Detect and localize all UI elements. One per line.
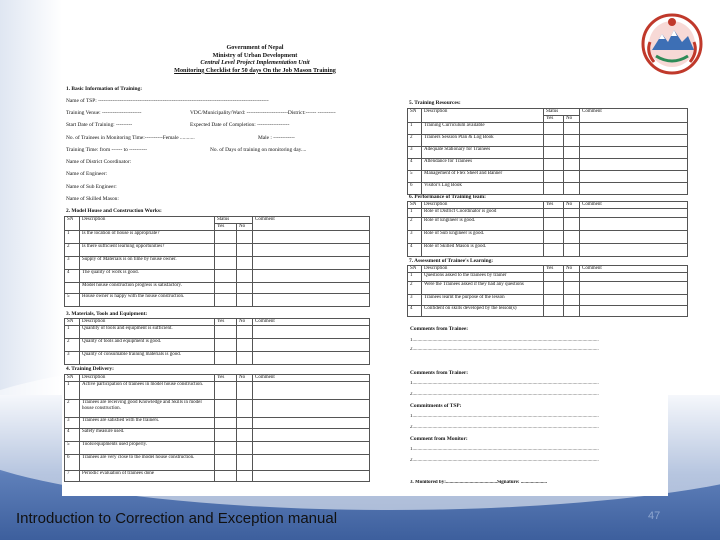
row-sn: 1 xyxy=(65,231,80,244)
no-cell xyxy=(237,471,253,482)
row-desc: Trainees are very close to the model house construction. xyxy=(80,455,215,471)
trainee-comment-line-2: 2..................................................................................................................................................... xyxy=(410,347,599,352)
table-row xyxy=(408,147,688,159)
table-row xyxy=(408,282,688,295)
col-description: Description xyxy=(80,319,215,326)
tsp-commitments-label: Commitments of TSP: xyxy=(410,403,462,409)
row-sn: 4 xyxy=(408,306,422,317)
col-description: Description xyxy=(422,202,544,209)
col-sn: SN xyxy=(65,217,80,231)
col-description: Description xyxy=(422,109,544,123)
table-header-row xyxy=(408,109,688,116)
comment-cell xyxy=(253,400,370,418)
yes-cell xyxy=(215,400,237,418)
yes-cell xyxy=(215,352,237,365)
row-sn: 1 xyxy=(408,273,422,282)
no-cell xyxy=(237,429,253,442)
table-row xyxy=(408,123,688,135)
row-desc: Were the Trainees asked if they had any questions xyxy=(422,282,544,295)
section-1-heading: 1. Basic Information of Training: xyxy=(66,86,143,92)
yes-cell xyxy=(544,147,564,159)
row-desc: Role of Engineer is good. xyxy=(422,218,544,231)
col-no: No xyxy=(237,224,253,231)
comment-cell xyxy=(253,471,370,482)
row-sn: 5 xyxy=(65,294,80,307)
row-sn xyxy=(65,283,80,294)
no-cell xyxy=(564,282,580,295)
no-cell xyxy=(564,218,580,231)
table-row xyxy=(408,218,688,231)
col-status: Status xyxy=(544,109,580,116)
no-cell xyxy=(237,294,253,307)
no-cell xyxy=(564,135,580,147)
no-cell xyxy=(237,400,253,418)
days-line: No. of Days of training on monitoring day.... xyxy=(210,147,307,153)
trainer-comment-line-2: 2..................................................................................................................................................... xyxy=(410,392,599,397)
col-comment: Comment xyxy=(253,319,370,326)
comment-cell xyxy=(253,455,370,471)
row-desc: Active participation of trainees in model house construction. xyxy=(80,382,215,400)
no-cell xyxy=(237,231,253,244)
yes-cell xyxy=(544,273,564,282)
comment-cell xyxy=(580,244,688,257)
table-row xyxy=(65,442,370,455)
row-desc: Trainers Session Plan & Log Book xyxy=(422,135,544,147)
no-cell xyxy=(237,283,253,294)
col-comment: Comment xyxy=(580,266,688,273)
header-line-3: Central Level Project Implementation Unit xyxy=(200,59,310,67)
no-cell xyxy=(237,352,253,365)
col-yes: Yes xyxy=(544,266,564,273)
col-comment: Comment xyxy=(253,375,370,382)
row-desc: Is the location of house is appropriate? xyxy=(80,231,215,244)
comment-cell xyxy=(253,326,370,339)
table-row xyxy=(408,183,688,195)
row-sn: 2 xyxy=(408,135,422,147)
table-row xyxy=(408,295,688,306)
no-cell xyxy=(564,159,580,171)
no-cell xyxy=(237,270,253,283)
row-desc: Questions asked to the trainees by trainer xyxy=(422,273,544,282)
comment-cell xyxy=(253,294,370,307)
col-comment: Comment xyxy=(580,202,688,209)
yes-cell xyxy=(544,218,564,231)
comment-cell xyxy=(253,270,370,283)
no-cell xyxy=(564,231,580,244)
no-cell xyxy=(237,382,253,400)
section-2-heading: 2. Model House and Construction Works: xyxy=(66,208,162,214)
row-sn: 1 xyxy=(65,326,80,339)
section-6-heading: 6. Performance of Training team: xyxy=(409,194,486,200)
row-sn: 6 xyxy=(408,183,422,195)
tsp-commitment-line-1: 1..................................................................................................................................................... xyxy=(410,414,599,419)
engineer-line: Name of Engineer: xyxy=(66,171,108,177)
page-number: 47 xyxy=(648,510,661,522)
row-desc: Quality of tools and equipment is good. xyxy=(80,339,215,352)
row-sn: 2 xyxy=(65,400,80,418)
trainer-comments-label: Comments from Trainer: xyxy=(410,370,469,376)
monitor-comment-label: Comment from Monitor: xyxy=(410,436,468,442)
table-row xyxy=(65,326,370,339)
yes-cell xyxy=(544,209,564,218)
no-cell xyxy=(564,171,580,183)
start-date-line: Start Date of Training: --------- xyxy=(66,122,133,128)
comment-cell xyxy=(580,218,688,231)
row-sn: 3 xyxy=(65,352,80,365)
table-row xyxy=(408,231,688,244)
col-sn: SN xyxy=(65,375,80,382)
yes-cell xyxy=(544,171,564,183)
section-7-heading: 7. Assessment of Trainee's Learning: xyxy=(409,258,494,264)
table-row xyxy=(408,209,688,218)
expected-date-line: Expected Date of Completion: ------------------ xyxy=(190,122,290,128)
trainee-learning-table xyxy=(407,265,688,317)
col-yes: Yes xyxy=(215,319,237,326)
col-sn: SN xyxy=(65,319,80,326)
table-header-row xyxy=(65,217,370,224)
no-cell xyxy=(237,257,253,270)
no-cell xyxy=(237,455,253,471)
col-description: Description xyxy=(80,375,215,382)
table-header-row xyxy=(65,319,370,326)
row-sn: 1 xyxy=(408,123,422,135)
yes-cell xyxy=(215,442,237,455)
comment-cell xyxy=(580,295,688,306)
slide-caption: Introduction to Correction and Exception manual xyxy=(16,510,338,527)
row-desc: Role of District Coordinator is good xyxy=(422,209,544,218)
row-desc: Role of Skilled Mason is good. xyxy=(422,244,544,257)
training-resources-table xyxy=(407,108,688,195)
table-row xyxy=(65,283,370,294)
col-sn: SN xyxy=(408,109,422,123)
comment-cell xyxy=(580,273,688,282)
yes-cell xyxy=(544,282,564,295)
col-no: No xyxy=(237,375,253,382)
row-desc: Role of Sub Engineer is good. xyxy=(422,231,544,244)
section-3-heading: 3. Materials, Tools and Equipment: xyxy=(66,311,148,317)
col-yes: Yes xyxy=(544,202,564,209)
row-sn: 2 xyxy=(65,339,80,352)
row-sn: 3 xyxy=(65,257,80,270)
no-cell xyxy=(564,306,580,317)
yes-cell xyxy=(215,231,237,244)
header-line-1: Government of Nepal xyxy=(226,44,284,51)
table-row xyxy=(65,471,370,482)
comment-cell xyxy=(253,244,370,257)
row-desc: House owner is happy with the house construction. xyxy=(80,294,215,307)
comment-cell xyxy=(580,171,688,183)
no-cell xyxy=(564,123,580,135)
tsp-line: Name of TSP: ----------------------------------------------------------------------------------------------- xyxy=(66,98,269,104)
yes-cell xyxy=(215,339,237,352)
row-desc: Periodic evaluation of trainees done xyxy=(80,471,215,482)
no-cell xyxy=(564,244,580,257)
row-sn: 2 xyxy=(408,282,422,295)
table-row xyxy=(408,135,688,147)
comment-cell xyxy=(580,147,688,159)
comment-cell xyxy=(253,418,370,429)
row-desc: Management of Flex Sheet and Banner xyxy=(422,171,544,183)
table-row xyxy=(65,382,370,400)
tsp-commitment-line-2: 2..................................................................................................................................................... xyxy=(410,425,599,430)
col-comment: Comment xyxy=(580,109,688,123)
yes-cell xyxy=(215,326,237,339)
table-header-row xyxy=(65,375,370,382)
comment-cell xyxy=(253,339,370,352)
skilled-mason-line: Name of Skilled Mason: xyxy=(66,196,119,202)
comment-cell xyxy=(580,306,688,317)
trainee-comments-label: Comments from Trainee: xyxy=(410,326,469,332)
comment-cell xyxy=(253,442,370,455)
row-sn: 5 xyxy=(65,442,80,455)
no-cell xyxy=(564,183,580,195)
col-no: No xyxy=(564,116,580,123)
coordinator-line: Name of District Coordinator: xyxy=(66,159,132,165)
training-time-line: Training Time: from ------ to ---------- xyxy=(66,147,148,153)
comment-cell xyxy=(253,382,370,400)
no-cell xyxy=(237,326,253,339)
row-sn: 3 xyxy=(408,295,422,306)
row-desc: Trainees are satisfied with the trainers. xyxy=(80,418,215,429)
monitor-comment-line-2: 2..................................................................................................................................................... xyxy=(410,458,599,463)
no-cell xyxy=(564,273,580,282)
row-sn: 2 xyxy=(408,218,422,231)
col-yes: Yes xyxy=(215,375,237,382)
comment-cell xyxy=(253,231,370,244)
table-header-row xyxy=(408,202,688,209)
table-row xyxy=(65,294,370,307)
row-desc: Training Curriculum available xyxy=(422,123,544,135)
yes-cell xyxy=(215,471,237,482)
table-row xyxy=(65,400,370,418)
yes-cell xyxy=(215,382,237,400)
table-row xyxy=(65,231,370,244)
yes-cell xyxy=(544,123,564,135)
row-sn: 3 xyxy=(65,418,80,429)
table-row xyxy=(65,257,370,270)
row-sn: 2 xyxy=(65,244,80,257)
comment-cell xyxy=(253,283,370,294)
comment-cell xyxy=(580,231,688,244)
col-status: Status xyxy=(215,217,253,224)
no-cell xyxy=(564,147,580,159)
yes-cell xyxy=(544,159,564,171)
table-row xyxy=(408,273,688,282)
row-desc: Model house construction progress is satisfactory. xyxy=(80,283,215,294)
col-description: Description xyxy=(422,266,544,273)
section-4-heading: 4. Training Delivery: xyxy=(66,366,114,372)
yes-cell xyxy=(215,270,237,283)
yes-cell xyxy=(215,455,237,471)
col-no: No xyxy=(237,319,253,326)
row-sn: 4 xyxy=(408,159,422,171)
row-sn: 3 xyxy=(408,231,422,244)
row-sn: 7 xyxy=(65,471,80,482)
no-cell xyxy=(564,295,580,306)
yes-cell xyxy=(544,295,564,306)
training-delivery-table xyxy=(64,374,370,482)
table-row xyxy=(65,352,370,365)
model-house-table xyxy=(64,216,370,307)
comment-cell xyxy=(253,429,370,442)
row-desc: Tools/equipments used properly. xyxy=(80,442,215,455)
row-sn: 6 xyxy=(65,455,80,471)
comment-cell xyxy=(580,135,688,147)
col-description: Description xyxy=(80,217,215,231)
yes-cell xyxy=(215,294,237,307)
table-row xyxy=(408,306,688,317)
row-desc: Trainees learnt the purpose of the lesson xyxy=(422,295,544,306)
yes-cell xyxy=(215,283,237,294)
row-desc: Supply of Materials is on time by house owner. xyxy=(80,257,215,270)
yes-cell xyxy=(544,244,564,257)
no-cell xyxy=(237,244,253,257)
trainees-line: No. of Trainees in Monitoring Time:----------Female ........... xyxy=(66,135,195,141)
comment-cell xyxy=(580,159,688,171)
header-line-2: Ministry of Urban Development xyxy=(212,51,298,59)
col-no: No xyxy=(564,266,580,273)
comment-cell xyxy=(580,123,688,135)
no-cell xyxy=(564,209,580,218)
row-sn: 4 xyxy=(65,429,80,442)
row-desc: Attendance for Trainees xyxy=(422,159,544,171)
row-desc: The quality of work is good. xyxy=(80,270,215,283)
section-5-heading: 5. Training Resources: xyxy=(409,100,461,106)
table-row xyxy=(65,270,370,283)
table-row xyxy=(408,171,688,183)
table-header-row xyxy=(408,266,688,273)
yes-cell xyxy=(544,231,564,244)
col-comment: Comment xyxy=(253,217,370,231)
training-venue-line: Training Venue: ---------------------- xyxy=(66,110,142,116)
no-cell xyxy=(237,442,253,455)
yes-cell xyxy=(215,418,237,429)
row-sn: 4 xyxy=(65,270,80,283)
comment-cell xyxy=(253,352,370,365)
row-desc: Is there sufficient learning opportunities? xyxy=(80,244,215,257)
sub-engineer-line: Name of Sub Engineer: xyxy=(66,184,117,190)
table-row xyxy=(65,339,370,352)
row-sn: 1 xyxy=(65,382,80,400)
col-sn: SN xyxy=(408,202,422,209)
row-desc: Confident on skills developed by the lesson(s) xyxy=(422,306,544,317)
yes-cell xyxy=(544,135,564,147)
vdc-line: VDC/Municipality/Ward: -----------------------District:------ ---------- xyxy=(190,110,336,116)
table-row xyxy=(65,418,370,429)
nepal-emblem-icon xyxy=(640,12,704,76)
materials-table xyxy=(64,318,370,365)
table-row xyxy=(408,244,688,257)
monitored-by-line: 3. Monitored by:.........................................Signature: ..................... xyxy=(410,480,548,485)
table-row xyxy=(65,455,370,471)
trainer-comment-line-1: 1..................................................................................................................................................... xyxy=(410,381,599,386)
no-cell xyxy=(237,339,253,352)
comment-cell xyxy=(580,282,688,295)
row-sn: 4 xyxy=(408,244,422,257)
comment-cell xyxy=(580,183,688,195)
no-cell xyxy=(237,418,253,429)
male-line: Male : ------------ xyxy=(258,135,295,141)
row-desc: Safety measure used. xyxy=(80,429,215,442)
row-desc: Visitor's Log Book xyxy=(422,183,544,195)
row-sn: 3 xyxy=(408,147,422,159)
training-team-table xyxy=(407,201,688,257)
yes-cell xyxy=(544,306,564,317)
col-yes: Yes xyxy=(215,224,237,231)
row-sn: 5 xyxy=(408,171,422,183)
row-desc: Quantity of tools and equipment is sufficient. xyxy=(80,326,215,339)
col-no: No xyxy=(564,202,580,209)
document-header xyxy=(140,44,370,74)
yes-cell xyxy=(215,429,237,442)
yes-cell xyxy=(215,257,237,270)
row-sn: 1 xyxy=(408,209,422,218)
monitor-comment-line-1: 1..................................................................................................................................................... xyxy=(410,447,599,452)
comment-cell xyxy=(580,209,688,218)
row-desc: Trainees are receiving good Knowledge and Skills in model house construction. xyxy=(80,400,215,418)
col-sn: SN xyxy=(408,266,422,273)
yes-cell xyxy=(215,244,237,257)
table-row xyxy=(408,159,688,171)
table-row xyxy=(65,244,370,257)
trainee-comment-line-1: 1..................................................................................................................................................... xyxy=(410,338,599,343)
comment-cell xyxy=(253,257,370,270)
row-desc: Quality of consumable training materials is good. xyxy=(80,352,215,365)
row-desc: Adequate Stationary for Trainees xyxy=(422,147,544,159)
table-row xyxy=(65,429,370,442)
yes-cell xyxy=(544,183,564,195)
header-line-4: Monitoring Checklist for 50 days On the Job Mason Training xyxy=(174,66,336,74)
col-yes: Yes xyxy=(544,116,564,123)
